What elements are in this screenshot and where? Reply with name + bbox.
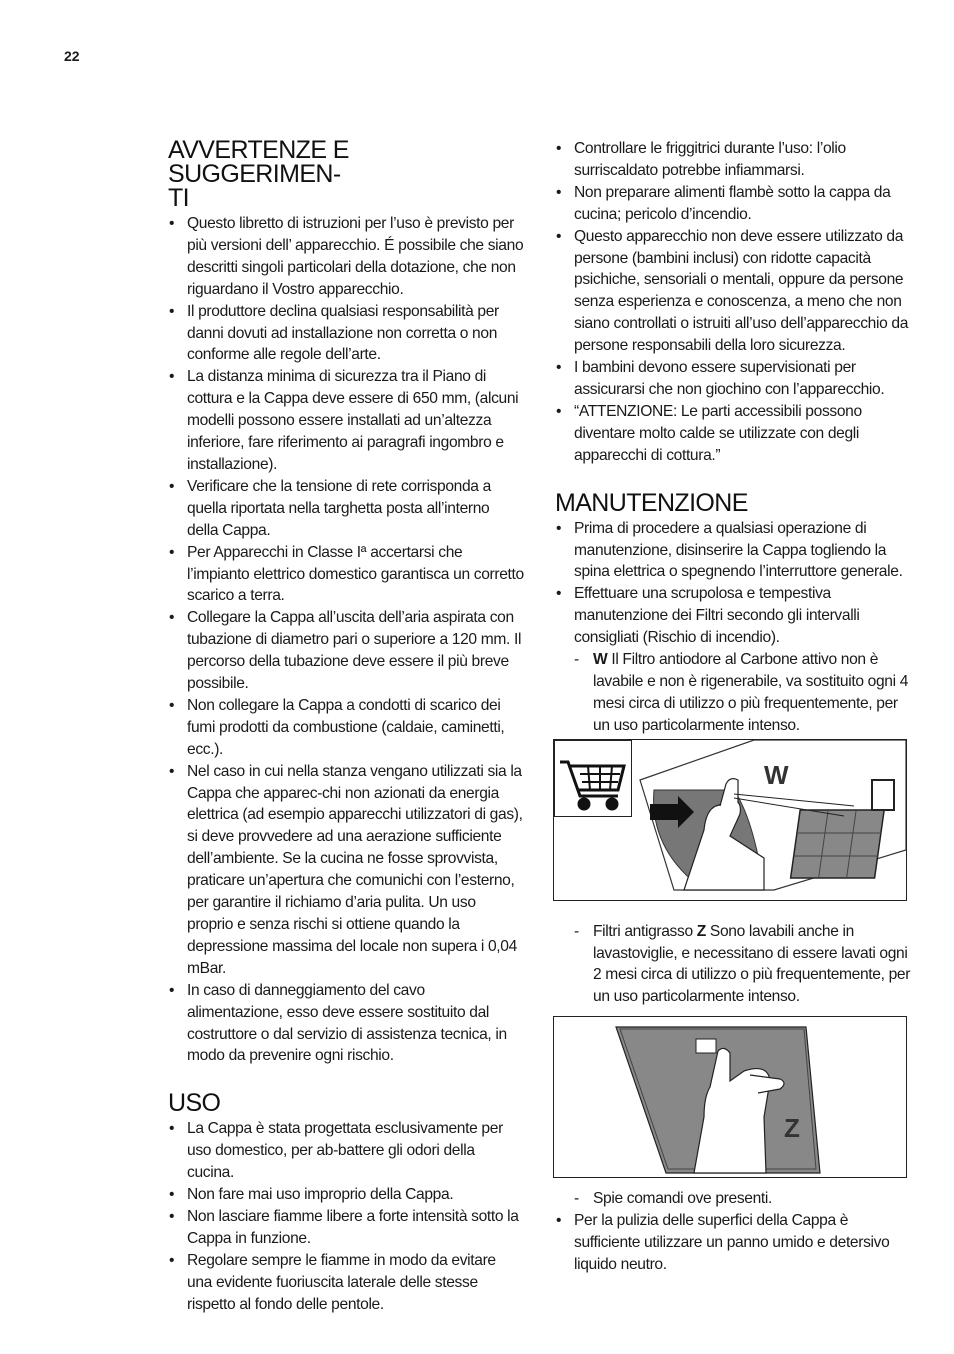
list-item: • I bambini devono essere supervisionati per assicurarsi che non giochino con l’apparecchio.	[555, 357, 911, 401]
right-column	[555, 138, 911, 1276]
list-item: • La Cappa è stata progettata esclusivamente per uso domestico, per ab-battere gli odori della cucina.	[168, 1118, 524, 1184]
list-item: • Regolare sempre le fiamme in modo da evitare una evidente fuoriuscita laterale delle stesse rispetto al fondo delle pentole.	[168, 1250, 524, 1316]
figure-label-z: Z	[784, 1113, 800, 1144]
maintenance-sublist-spie	[555, 1188, 911, 1210]
sub-item-z-text-after: Sono lavabili anche in lavastoviglie, e necessitano di essere lavati ogni 2 mesi circa di utilizzo o più frequentemente, per un uso particolarmente intenso.	[593, 922, 911, 1006]
list-item-text: Effettuare una scrupolosa e tempestiva manutenzione dei Filtri secondo gli intervalli consigliati (Rischio di incendio).	[574, 585, 860, 647]
list-item: • Controllare le friggitrici durante l’uso: l’olio surriscaldato potrebbe infiammarsi.	[555, 138, 911, 182]
list-item: • Nel caso in cui nella stanza vengano utilizzati sia la Cappa che apparec-chi non azionati da energia elettrica (ad esempio apparecchi utilizzatori di gas), si deve provvedere ad una aerazione sufficiente dell’ambiente. Se la cucina ne fosse sprovvista, praticare un’apertura che comunichi con l’esterno, per garantire il richiamo d’aria pulita. Un uso proprio e senza rischi si ottiene quando la depressione massima del locale non supera i 0,04 mBar.	[168, 761, 524, 980]
figure-label-w: W	[764, 759, 789, 790]
list-item: • In caso di danneggiamento del cavo alimentazione, esso deve essere sostituito dal costruttore o dal servizio di assistenza tecnica, in modo da prevenire ogni rischio.	[168, 980, 524, 1068]
warnings-list	[168, 213, 524, 1067]
grease-filter-svg	[554, 1017, 906, 1177]
warnings-continued-list	[555, 138, 911, 467]
filter-handle-icon	[696, 1039, 716, 1053]
carbon-filter-illustration	[553, 739, 907, 901]
list-item: • Prima di procedere a qualsiasi operazione di manutenzione, disinserire la Cappa togliendo la spina elettrica o spegnendo l’interruttore generale.	[555, 518, 911, 584]
sub-item-z	[555, 921, 911, 1009]
maintenance-sublist-w	[555, 649, 911, 737]
section-title-warnings-line2: TI	[168, 184, 190, 212]
list-item: • Collegare la Cappa all’uscita dell’aria aspirata con tubazione di diametro pari o superiore a 120 mm. Il percorso della tubazione deve essere il più breve possibile.	[168, 607, 524, 695]
maintenance-list-last	[555, 1210, 911, 1276]
carbon-filter-svg	[554, 740, 906, 900]
list-item: • Non lasciare fiamme libere a forte intensità sotto la Cappa in funzione.	[168, 1206, 524, 1250]
sub-item-z-text-before: Filtri antigrasso	[593, 922, 697, 940]
section-title-warnings-line1: AVVERTENZE E SUGGERIMEN-	[168, 136, 349, 188]
list-item: • Per la pulizia delle superfici della Cappa è sufficiente utilizzare un panno umido e detersivo liquido neutro.	[555, 1210, 911, 1276]
list-item: • Verificare che la tensione di rete corrisponda a quella riportata nella targhetta posta all’interno della Cappa.	[168, 476, 524, 542]
w-label: W	[593, 651, 608, 669]
list-item: • Il produttore declina qualsiasi responsabilità per danni dovuti ad installazione non corretta o non conforme alle regole dell’arte.	[168, 301, 524, 367]
sub-item-w	[555, 649, 911, 737]
section-title-warnings	[168, 138, 524, 210]
list-item: • Non preparare alimenti flambè sotto la cappa da cucina; pericolo d’incendio.	[555, 182, 911, 226]
list-item	[555, 583, 911, 649]
list-item: • Non fare mai uso improprio della Cappa.	[168, 1184, 524, 1206]
sub-item-w-text: Il Filtro antiodore al Carbone attivo non è lavabile e non è rigenerabile, va sostituito ogni 4 mesi circa di utilizzo o più frequentemente, per un uso particolarmente intenso.	[593, 651, 909, 734]
section-title-use: USO	[168, 1089, 221, 1118]
maintenance-sublist-z	[555, 921, 911, 1009]
grease-filter-illustration	[553, 1016, 907, 1178]
list-item: • Questo apparecchio non deve essere utilizzato da persone (bambini inclusi) con ridotte capacità psichiche, sensoriali o mentali, oppure da persone senza esperienza e conoscenza, a meno che non siano controllati o istruiti all’uso dell’apparecchio da persone responsabili della loro sicurezza.	[555, 226, 911, 357]
use-list	[168, 1118, 524, 1315]
list-item: • “ATTENZIONE: Le parti accessibili possono diventare molto calde se utilizzate con degli apparecchi di cottura.”	[555, 401, 911, 467]
page-number: 22	[64, 48, 80, 64]
carbon-filter-icon	[791, 810, 885, 878]
list-item: • Non collegare la Cappa a condotti di scarico dei fumi prodotti da combustione (caldaie, caminetti, ecc.).	[168, 695, 524, 761]
left-column	[168, 138, 524, 1316]
maintenance-list	[555, 518, 911, 649]
list-item: • Per Apparecchi in Classe Iª accertarsi che l’impianto elettrico domestico garantisca un corretto scarico a terra.	[168, 542, 524, 608]
list-item: • Questo libretto di istruzioni per l’uso è previsto per più versioni dell’ apparecchio. É possibile che siano descritti singoli particolari della dotazione, che non riguardano il Vostro apparecchio.	[168, 213, 524, 301]
section-title-maintenance: MANUTENZIONE	[555, 488, 748, 517]
list-item: • La distanza minima di sicurezza tra il Piano di cottura e la Cappa deve essere di 650 mm, (alcuni modelli possono essere installati ad un’altezza inferiore, fare riferimento ai paragrafi ingombro e installazione).	[168, 366, 524, 476]
sub-item-spie: - Spie comandi ove presenti.	[555, 1188, 911, 1210]
z-label: Z	[696, 922, 706, 940]
